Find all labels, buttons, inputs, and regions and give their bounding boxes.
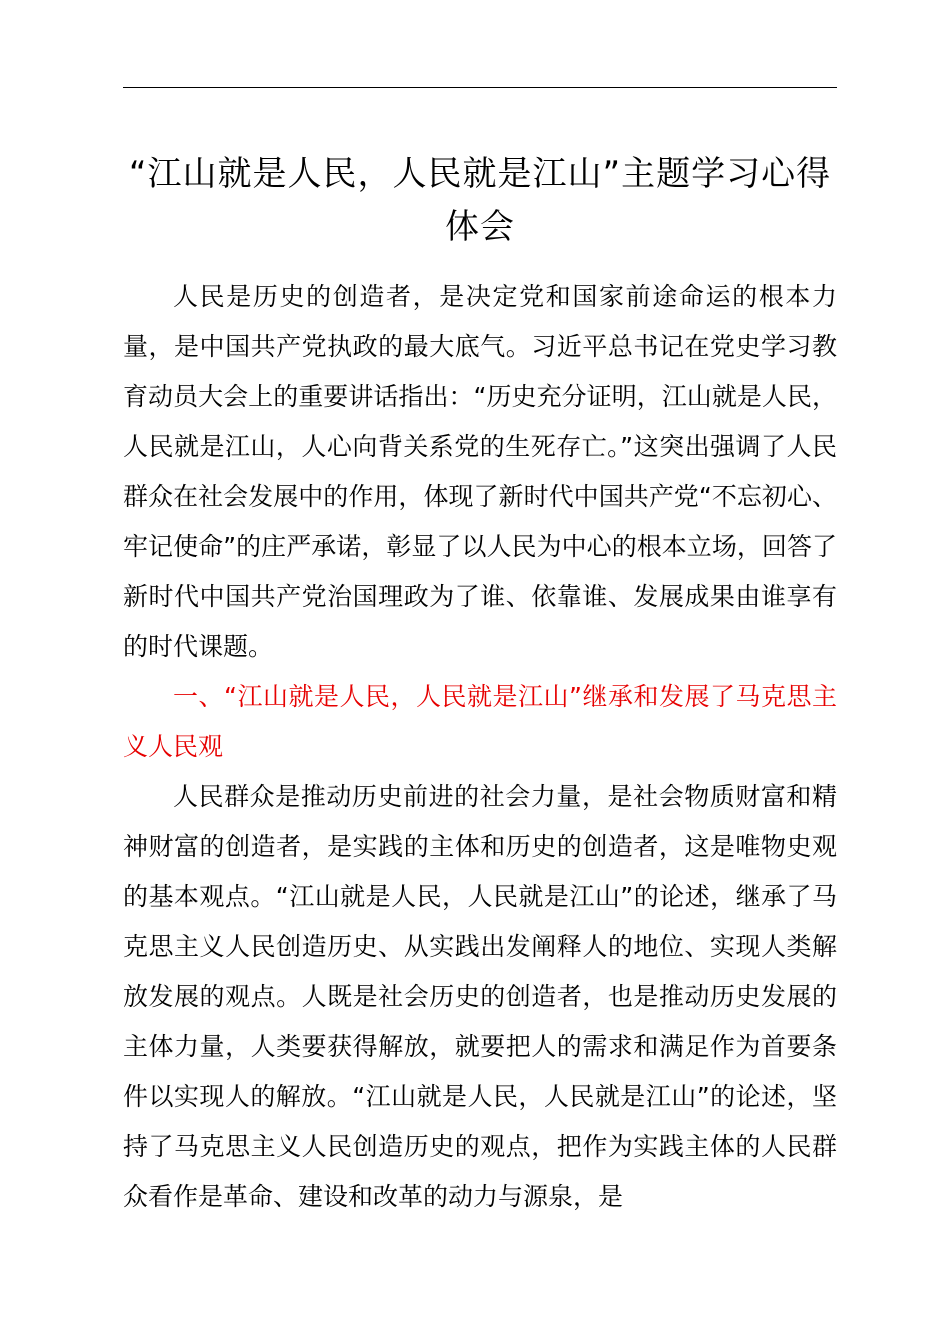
- header-rule: [123, 87, 837, 88]
- document-body: [123, 272, 837, 1222]
- intro-paragraph: 人民是历史的创造者，是决定党和国家前途命运的根本力量，是中国共产党执政的最大底气。习近平总书记在党史学习教育动员大会上的重要讲话指出：“历史充分证明，江山就是人民，人民就是江山，人心向背关系党的生死存亡。”这突出强调了人民群众在社会发展中的作用，体现了新时代中国共产党“不忘初心、牢记使命”的庄严承诺，彰显了以人民为中心的根本立场，回答了新时代中国共产党治国理政为了谁、依靠谁、发展成果由谁享有的时代课题。: [123, 282, 837, 661]
- section-1-paragraph: 人民群众是推动历史前进的社会力量，是社会物质财富和精神财富的创造者，是实践的主体和历史的创造者，这是唯物史观的基本观点。“江山就是人民，人民就是江山”的论述，继承了马克思主义人民创造历史、从实践出发阐释人的地位、实现人类解放发展的观点。人既是社会历史的创造者，也是推动历史发展的主体力量，人类要获得解放，就要把人的需求和满足作为首要条件以实现人的解放。“江山就是人民，人民就是江山”的论述，坚持了马克思主义人民创造历史的观点，把作为实践主体的人民群众看作是革命、建设和改革的动力与源泉，是: [123, 782, 837, 1211]
- document-title: “江山就是人民，人民就是江山”主题学习心得体会: [128, 154, 832, 247]
- section-heading-1: 一、“江山就是人民，人民就是江山”继承和发展了马克思主义人民观: [123, 682, 837, 761]
